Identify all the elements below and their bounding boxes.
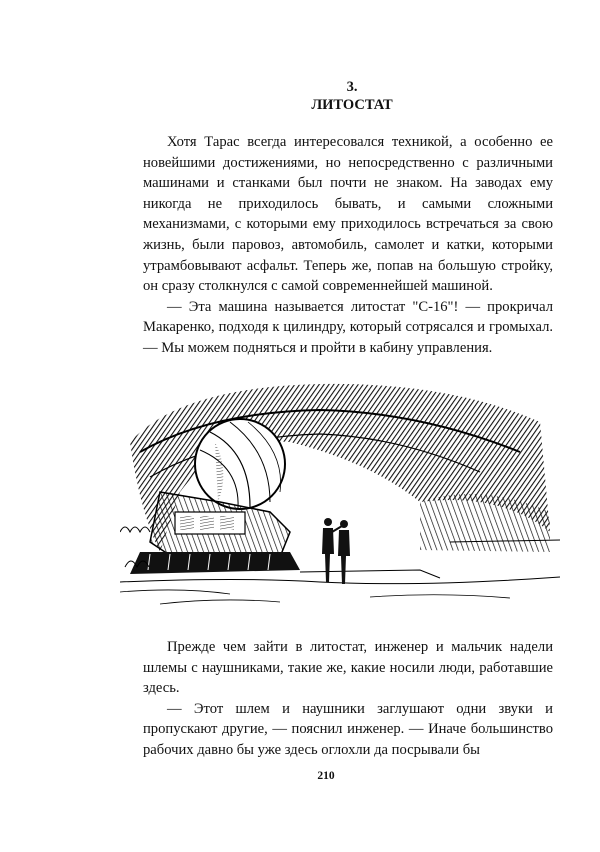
chapter-number: 3.	[346, 79, 358, 95]
text-block-top	[143, 132, 553, 359]
page-number: 210	[317, 770, 335, 782]
paragraph: — Этот шлем и наушники заглушают одни звуки и пропускают другие, — пояснил инженер. — Иначе большинство рабочих давно бы уже здесь оглохли да посрывали бы	[143, 700, 553, 758]
text-block-bottom	[143, 637, 553, 761]
paragraph: Прежде чем зайти в литостат, инженер и мальчик надели шлемы с наушниками, такие же, какие носили люди, работавшие здесь.	[143, 639, 553, 697]
machine-treads	[130, 552, 300, 574]
sphere	[195, 419, 285, 509]
figures	[322, 518, 350, 584]
paragraph: — Эта машина называется литостат "С-16"! — прокричал Макаренко, подходя к цилиндру, который сотрясался и громыхал. — Мы можем подняться и пройти в кабину управления.	[143, 298, 553, 356]
illustration-lithostat-machine	[120, 382, 560, 610]
chapter-title: ЛИТОСТАТ	[311, 97, 393, 113]
paragraph: Хотя Тарас всегда интересовался техникой, а особенно ее новейшими достижениями, но непосредственно с различными машинами и станками был почти не знаком. На заводах ему никогда не приходилось бывать, и самыми сложными механизмами, с которыми ему приходилось встречаться за свою жизнь, были паровоз, автомобиль, самолет и катки, которыми утрамбовывают асфальт. Теперь же, попав на большую стройку, он сразу столкнулся с самой современнейшей машиной.	[143, 134, 553, 295]
